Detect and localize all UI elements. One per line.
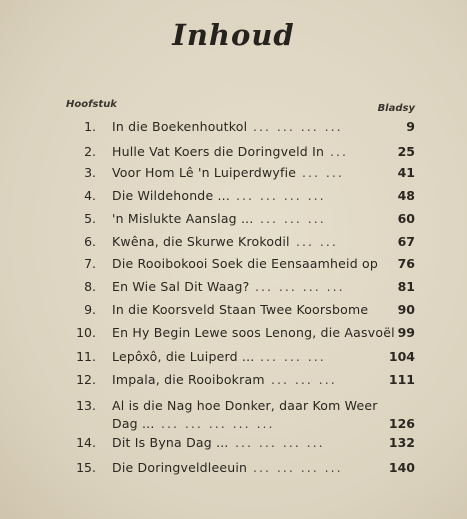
page-number: 111 xyxy=(388,372,415,387)
chapter-title: Kwêna, die Skurwe Krokodil xyxy=(112,234,290,249)
toc-row xyxy=(0,255,467,273)
chapter-title: 'n Mislukte Aanslag ... xyxy=(112,211,254,226)
chapter-number: 3. xyxy=(84,165,96,180)
chapter-number: 14. xyxy=(76,435,96,450)
toc-row xyxy=(0,397,467,431)
chapter-title-continued: Dag ... xyxy=(112,416,155,431)
page-number: 25 xyxy=(397,144,415,159)
chapter-title: Lepôxô, die Luiperd ... xyxy=(112,349,255,364)
chapter-number: 10. xyxy=(76,325,96,340)
chapter-number: 15. xyxy=(76,460,96,475)
leader-dots: ... ... ... ... xyxy=(253,119,343,134)
chapter-title: Voor Hom Lê 'n Luiperdwyfie xyxy=(112,165,297,180)
leader-dots: ... ... ... xyxy=(260,349,326,364)
chapter-title: En Hy Begin Lewe soos Lenong, die Aasvoël xyxy=(112,325,395,340)
page-number: 60 xyxy=(397,211,415,226)
toc-row xyxy=(0,348,467,366)
leader-dots: ... xyxy=(330,144,348,159)
toc-row xyxy=(0,210,467,228)
toc-row xyxy=(0,324,467,342)
chapter-number: 6. xyxy=(84,234,96,249)
chapter-number: 8. xyxy=(84,279,96,294)
page-number: 90 xyxy=(397,302,415,317)
chapter-title: Dit Is Byna Dag ... xyxy=(112,435,229,450)
toc-row xyxy=(0,233,467,251)
page-column-header: Bladsy xyxy=(377,103,415,114)
page-number: 67 xyxy=(397,234,415,249)
chapter-title: En Wie Sal Dit Waag? xyxy=(112,279,250,294)
page-number: 132 xyxy=(388,435,415,450)
toc-row xyxy=(0,143,467,161)
chapter-title: In die Koorsveld Staan Twee Koorsbome xyxy=(112,302,369,317)
leader-dots: ... ... ... ... xyxy=(255,279,345,294)
chapter-title: In die Boekenhoutkol xyxy=(112,119,248,134)
chapter-column-header: Hoofstuk xyxy=(66,99,117,110)
leader-dots: ... ... ... ... ... xyxy=(161,416,275,431)
toc-row xyxy=(0,118,467,136)
leader-dots: ... ... ... ... xyxy=(235,435,325,450)
leader-dots: ... ... xyxy=(296,234,338,249)
leader-dots: ... ... ... xyxy=(271,372,337,387)
page-title: Inhoud xyxy=(172,18,295,52)
chapter-title: Impala, die Rooibokram xyxy=(112,372,265,387)
page-number: 140 xyxy=(388,460,415,475)
chapter-number: 4. xyxy=(84,188,96,203)
leader-dots: ... ... ... ... xyxy=(236,188,326,203)
toc-row xyxy=(0,434,467,452)
chapter-title: Al is die Nag hoe Donker, daar Kom Weer xyxy=(112,398,378,413)
chapter-number: 12. xyxy=(76,372,96,387)
chapter-title: Hulle Vat Koers die Doringveld In xyxy=(112,144,325,159)
toc-row xyxy=(0,371,467,389)
page-number: 41 xyxy=(397,165,415,180)
chapter-title: Die Rooibokooi Soek die Eensaamheid op xyxy=(112,256,379,271)
page-number: 126 xyxy=(388,416,415,431)
toc-row xyxy=(0,301,467,319)
chapter-title: Die Wildehonde ... xyxy=(112,188,231,203)
chapter-number: 11. xyxy=(76,349,96,364)
chapter-number: 7. xyxy=(84,256,96,271)
toc-row xyxy=(0,459,467,477)
leader-dots: ... ... ... xyxy=(260,211,326,226)
page-number: 104 xyxy=(388,349,415,364)
page-number: 99 xyxy=(397,325,415,340)
chapter-title: Die Doringveldleeuin xyxy=(112,460,248,475)
toc-row xyxy=(0,278,467,296)
page-number: 9 xyxy=(406,119,415,134)
page-number: 81 xyxy=(397,279,415,294)
leader-dots: ... ... ... ... xyxy=(253,460,343,475)
page-number: 48 xyxy=(397,188,415,203)
leader-dots: ... ... xyxy=(302,165,344,180)
chapter-number: 1. xyxy=(84,119,96,134)
toc-row xyxy=(0,164,467,182)
chapter-number: 5. xyxy=(84,211,96,226)
chapter-number: 13. xyxy=(76,398,96,413)
chapter-number: 2. xyxy=(84,144,96,159)
chapter-number: 9. xyxy=(84,302,96,317)
page-number: 76 xyxy=(397,256,415,271)
toc-row xyxy=(0,187,467,205)
